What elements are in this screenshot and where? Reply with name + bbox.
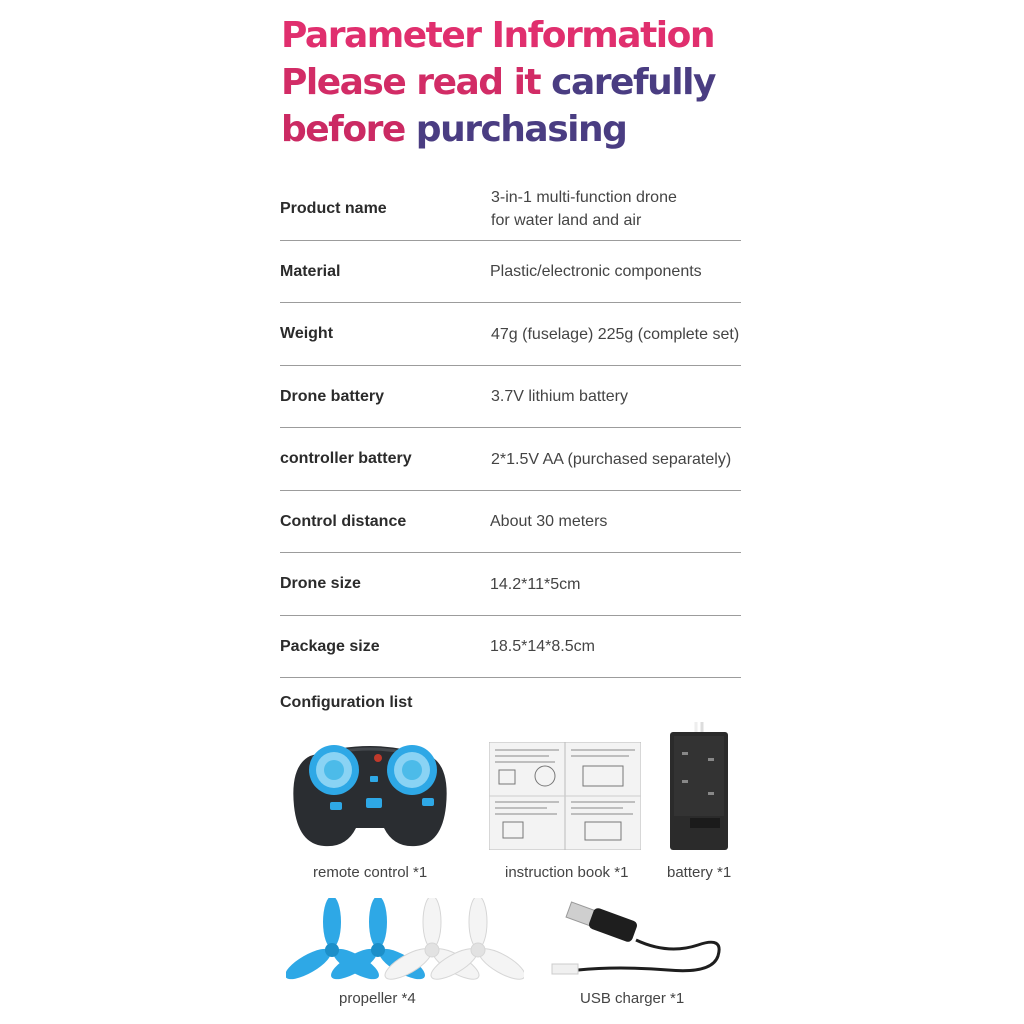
spec-label: controller battery <box>280 450 412 467</box>
spec-value: 14.2*11*5cm <box>490 575 581 593</box>
spec-label: Drone size <box>280 575 361 592</box>
title-line-3: before purchasing <box>281 109 627 150</box>
spec-row-weight <box>280 303 741 366</box>
usb-charger-image <box>548 900 730 980</box>
spec-table <box>280 178 741 678</box>
spec-value: 18.5*14*8.5cm <box>490 638 595 655</box>
spec-value: 3.7V lithium battery <box>491 388 628 405</box>
propeller-caption: propeller *4 <box>339 990 416 1007</box>
spec-row-product-name <box>280 178 741 241</box>
battery-image <box>668 722 730 852</box>
spec-row-control-distance <box>280 491 741 553</box>
spec-label: Control distance <box>280 512 407 530</box>
spec-value: 3-in-1 multi-function drone for water land and air <box>491 189 677 229</box>
instruction-book-image <box>489 742 641 850</box>
spec-value: 2*1.5V AA (purchased separately) <box>491 450 732 468</box>
spec-label: Package size <box>280 637 380 655</box>
spec-row-material <box>280 241 741 303</box>
usb-charger-caption: USB charger *1 <box>580 990 685 1007</box>
spec-row-controller-battery <box>280 428 741 491</box>
instruction-book-caption: instruction book *1 <box>505 864 629 881</box>
battery-caption: battery *1 <box>667 864 732 881</box>
spec-value: Plastic/electronic components <box>490 263 702 280</box>
spec-label: Product name <box>280 200 387 217</box>
propeller-image <box>286 898 524 984</box>
spec-row-package-size <box>280 616 741 678</box>
spec-value: 47g (fuselage) 225g (complete set) <box>491 325 740 343</box>
spec-label: Material <box>280 262 341 280</box>
remote-control-image <box>290 736 450 854</box>
page-title <box>281 12 715 153</box>
spec-row-drone-battery <box>280 366 741 428</box>
title-line-2: Please read it carefully <box>281 62 715 103</box>
spec-row-drone-size <box>280 553 741 616</box>
remote-control-caption: remote control *1 <box>313 864 428 881</box>
configuration-list-title: Configuration list <box>280 694 413 711</box>
spec-value: About 30 meters <box>490 513 608 530</box>
spec-label: Weight <box>280 325 334 342</box>
spec-label: Drone battery <box>280 387 385 405</box>
title-line-1: Parameter Information <box>281 15 714 56</box>
